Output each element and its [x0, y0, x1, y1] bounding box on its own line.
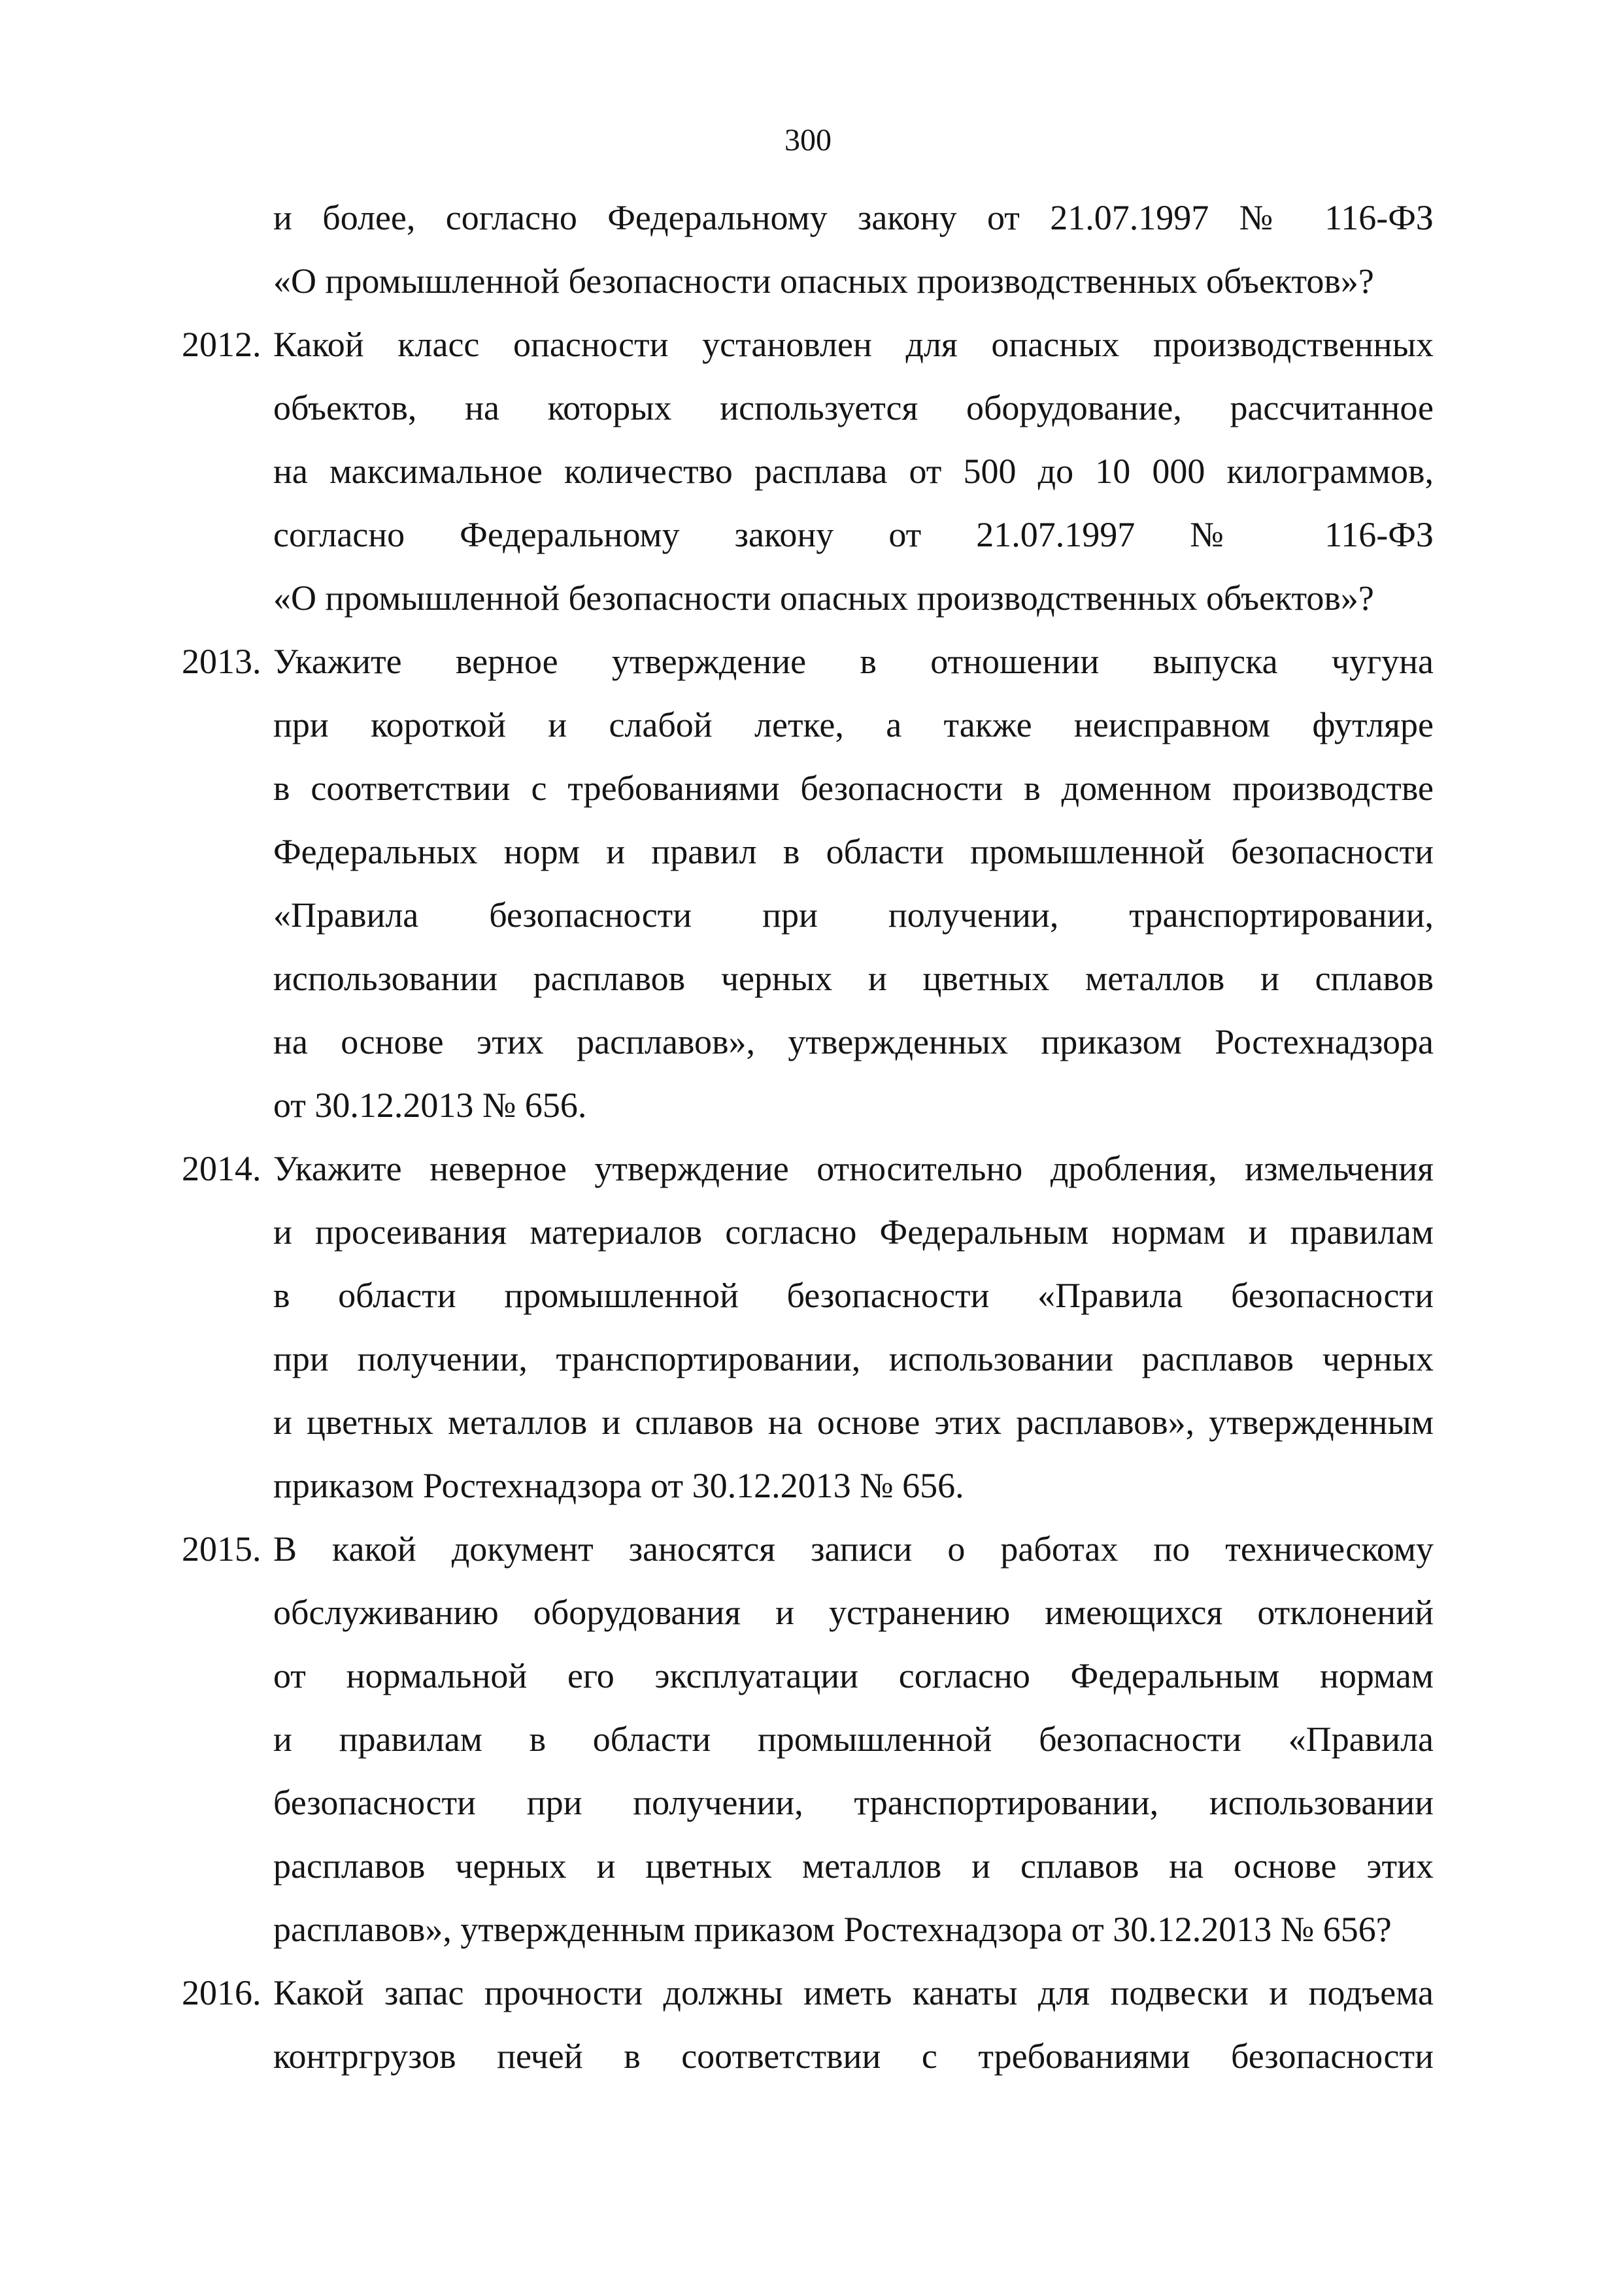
text-line: Какой класс опасности установлен для опасных производственных	[273, 325, 1434, 364]
text-line: контргрузов печей в соответствии с требованиями безопасности	[273, 2037, 1434, 2076]
text-line: от 30.12.2013 № 656.	[273, 1086, 587, 1125]
text-line: при короткой и слабой летке, а также неисправном футляре	[273, 705, 1434, 744]
text-line: Федеральных норм и правил в области промышленной безопасности	[273, 832, 1434, 871]
text-line: согласно Федеральному закону от 21.07.1997 № 116-ФЗ	[273, 515, 1434, 554]
question-number: 2014.	[182, 1149, 261, 1188]
text-line: Какой запас прочности должны иметь канаты для подвески и подъема	[273, 1973, 1434, 2012]
text-line: при получении, транспортировании, использовании расплавов черных	[273, 1339, 1434, 1378]
text-line: в области промышленной безопасности «Правила безопасности	[273, 1276, 1434, 1315]
question-2015	[182, 1518, 1434, 1961]
page-number: 300	[784, 123, 832, 158]
question-2013	[182, 630, 1434, 1137]
text-line: и просеивания материалов согласно Федеральным нормам и правилам	[273, 1212, 1434, 1252]
text-line: на основе этих расплавов», утвержденных приказом Ростехнадзора	[273, 1022, 1434, 1061]
question-2016	[182, 1961, 1434, 2088]
text-line: использовании расплавов черных и цветных металлов и сплавов	[273, 959, 1434, 998]
text-line: на максимальное количество расплава от 500 до 10 000 килограммов,	[273, 452, 1434, 491]
text-line: Укажите неверное утверждение относительно дробления, измельчения	[273, 1149, 1434, 1188]
question-2012	[182, 313, 1434, 630]
text-line: объектов, на которых используется оборудование, рассчитанное	[273, 388, 1434, 427]
text-line: расплавов черных и цветных металлов и сплавов на основе этих	[273, 1846, 1434, 1886]
intro-paragraph	[227, 186, 1434, 313]
text-line: и более, согласно Федеральному закону от 21.07.1997 № 116-ФЗ	[273, 198, 1434, 237]
text-line: и правилам в области промышленной безопасности «Правила	[273, 1720, 1434, 1759]
question-number: 2012.	[182, 325, 261, 364]
question-number: 2016.	[182, 1973, 261, 2012]
text-line: Укажите верное утверждение в отношении выпуска чугуна	[273, 642, 1434, 681]
question-number: 2015.	[182, 1529, 261, 1569]
text-line: и цветных металлов и сплавов на основе этих расплавов», утвержденным	[273, 1403, 1434, 1442]
text-line: безопасности при получении, транспортировании, использовании	[273, 1783, 1434, 1822]
text-line: от нормальной его эксплуатации согласно Федеральным нормам	[273, 1656, 1434, 1695]
text-line: обслуживанию оборудования и устранению имеющихся отклонений	[273, 1593, 1434, 1632]
text-line: «Правила безопасности при получении, транспортировании,	[273, 895, 1434, 935]
text-line: приказом Ростехнадзора от 30.12.2013 № 656.	[273, 1466, 964, 1505]
text-line: В какой документ заносятся записи о работах по техническому	[273, 1529, 1434, 1569]
text-line: «О промышленной безопасности опасных производственных объектов»?	[273, 261, 1374, 301]
question-2014	[182, 1137, 1434, 1518]
text-line: расплавов», утвержденным приказом Ростехнадзора от 30.12.2013 № 656?	[273, 1910, 1392, 1949]
question-number: 2013.	[182, 642, 261, 681]
text-line: «О промышленной безопасности опасных производственных объектов»?	[273, 578, 1374, 618]
text-line: в соответствии с требованиями безопасности в доменном производстве	[273, 769, 1434, 808]
document-body	[182, 186, 1434, 2088]
